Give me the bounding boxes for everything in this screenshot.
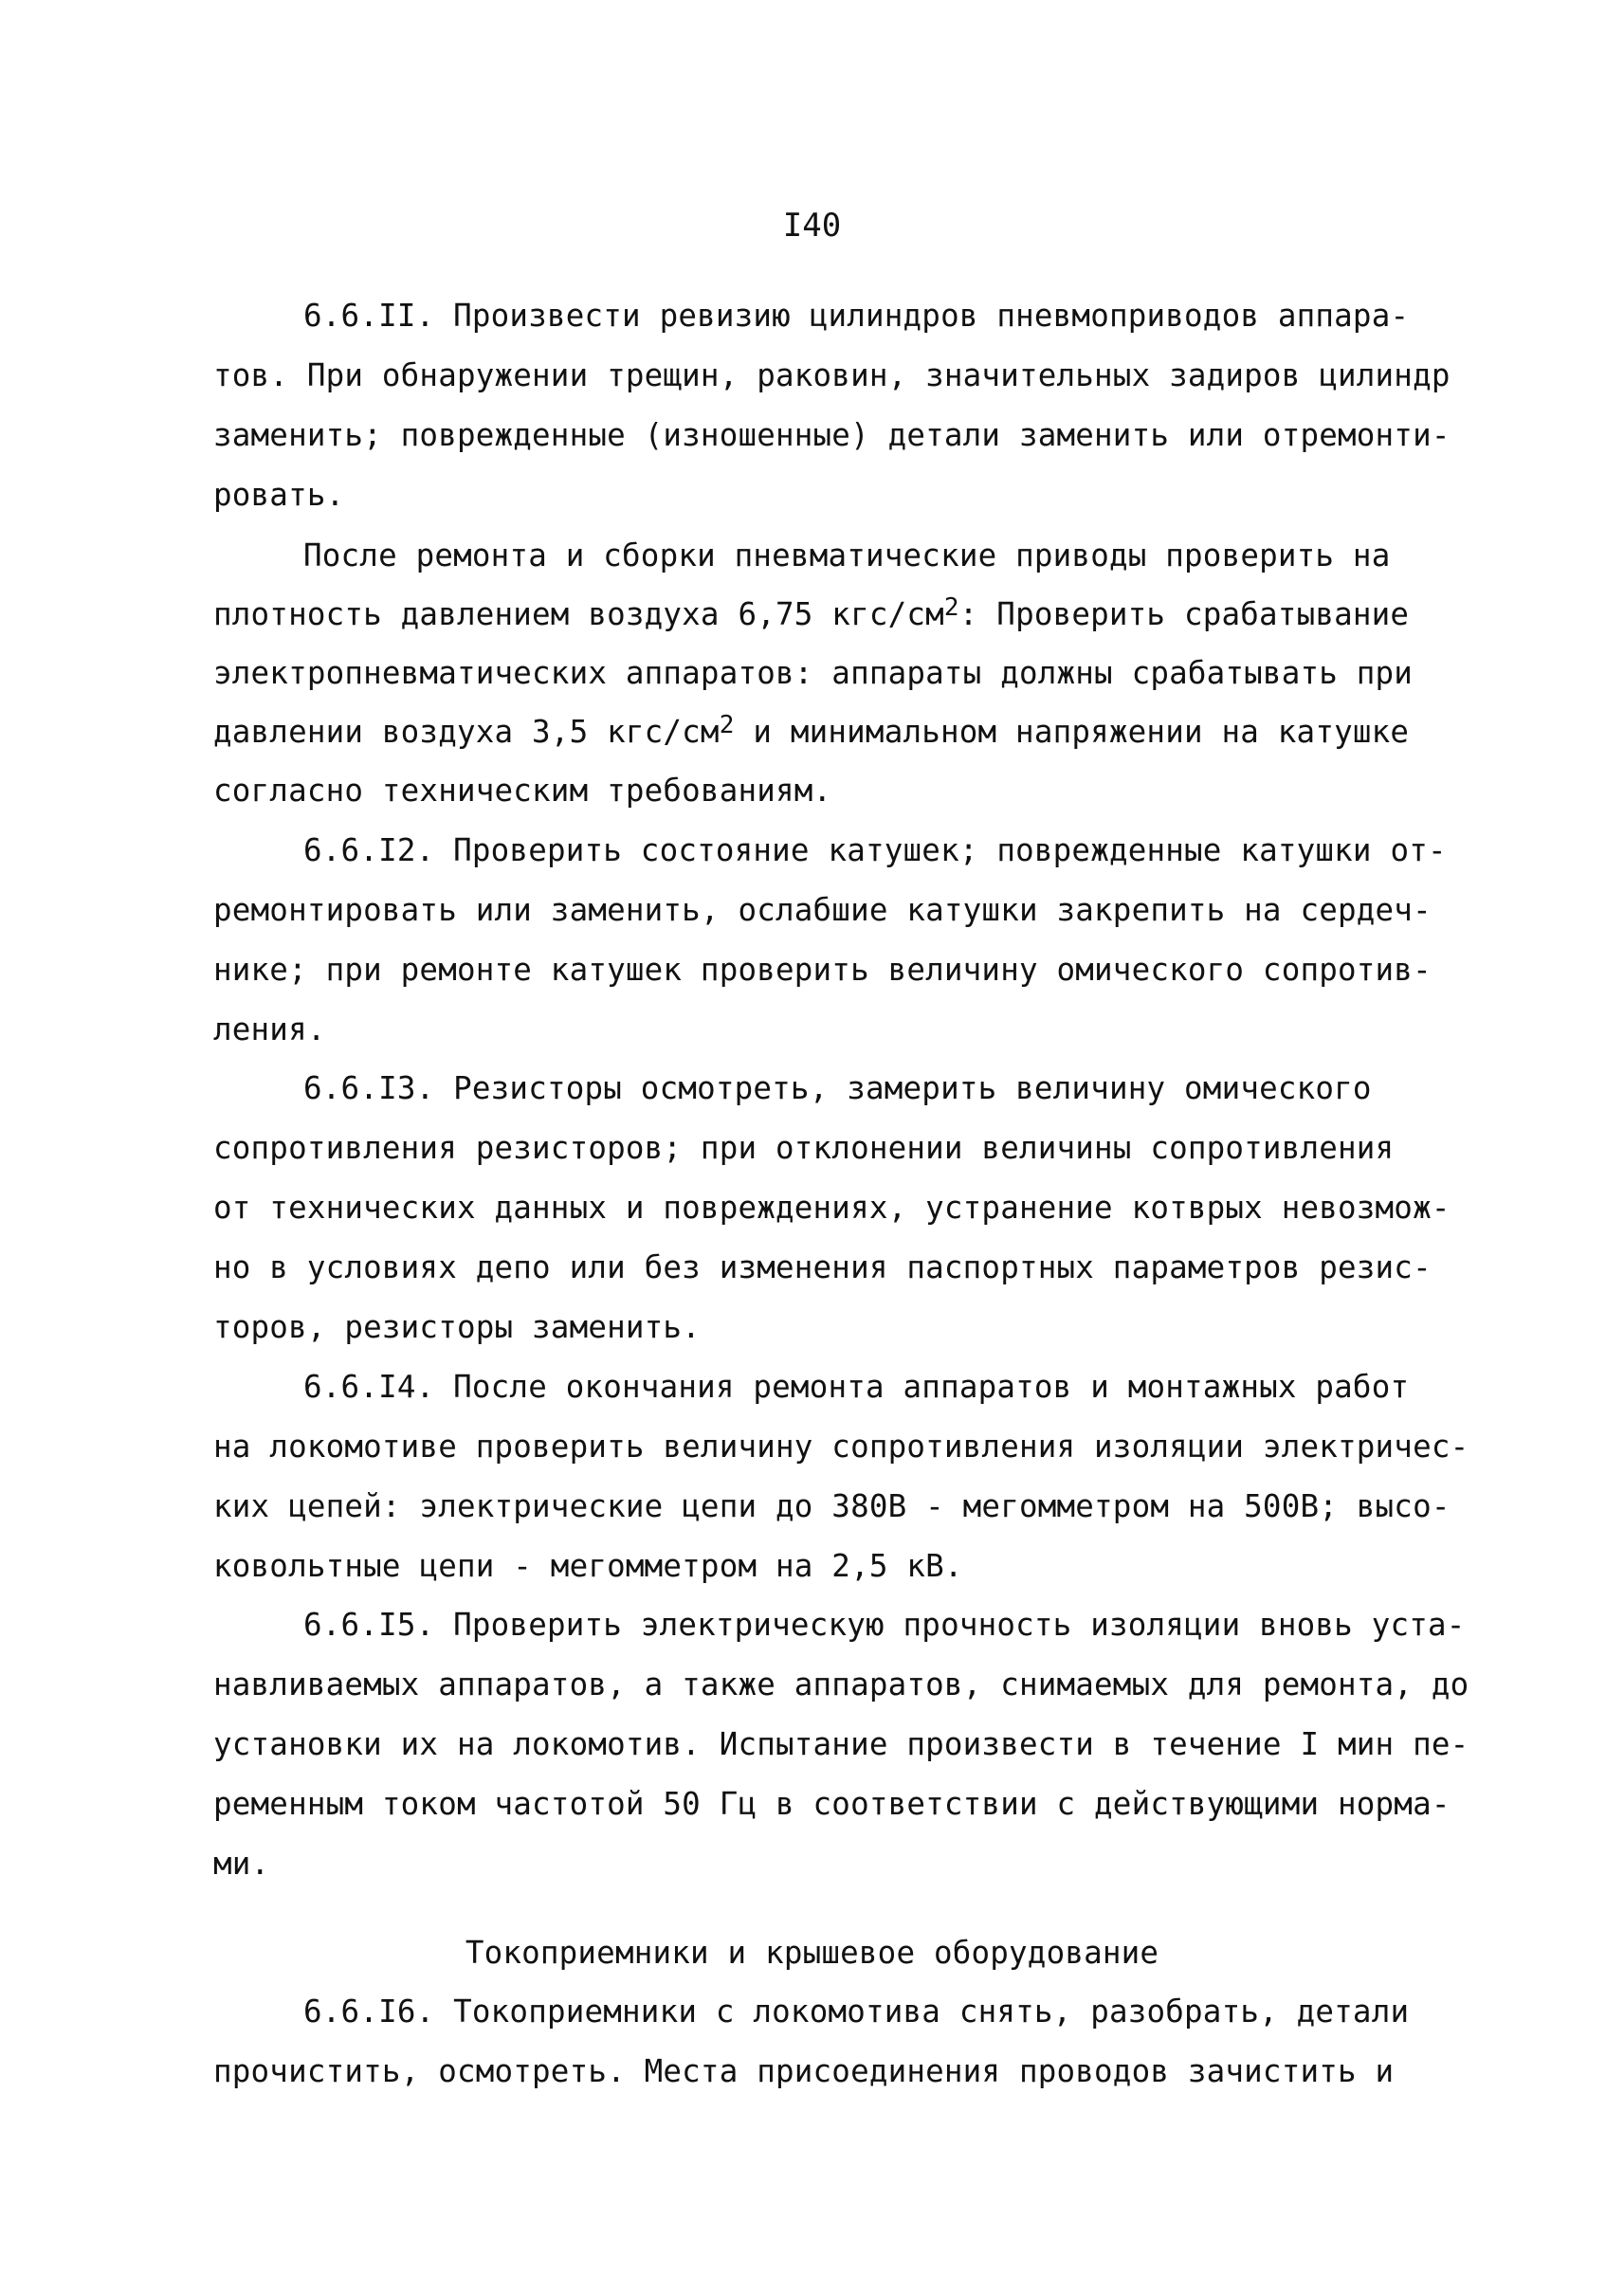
text-fragment: плотность давлением воздуха 6,75 кгс/см xyxy=(213,596,944,632)
page-number: I40 xyxy=(782,207,842,245)
text-line: установки их на локомотив. Испытание произвести в течение I мин пе- xyxy=(213,1726,1469,1762)
text-line: заменить; поврежденные (изношенные) детали заменить или отремонти- xyxy=(213,417,1451,453)
text-fragment: : Проверить срабатывание xyxy=(958,596,1410,632)
text-line: нике; при ремонте катушек проверить величину омического сопротив- xyxy=(213,952,1432,988)
text-line: навливаемых аппаратов, а также аппаратов, снимаемых для ремонта, до xyxy=(213,1666,1469,1702)
text-line: ления. xyxy=(213,1011,326,1047)
text-line: ковольтные цепи - мегомметром на 2,5 кВ. xyxy=(213,1548,963,1584)
text-line-with-superscript xyxy=(213,595,1409,633)
text-line: 6.6.I3. Резисторы осмотреть, замерить величину омического xyxy=(303,1070,1372,1106)
text-line: ременным током частотой 50 Гц в соответствии с действующими норма- xyxy=(213,1786,1451,1822)
text-line: 6.6.I5. Проверить электрическую прочность изоляции вновь уста- xyxy=(303,1607,1466,1643)
text-line: но в условиях депо или без изменения паспортных параметров резис- xyxy=(213,1249,1432,1285)
text-line: ровать. xyxy=(213,477,345,513)
text-line: 6.6.I2. Проверить состояние катушек; поврежденные катушки от- xyxy=(303,832,1447,868)
text-line: торов, резисторы заменить. xyxy=(213,1309,701,1345)
text-line: ремонтировать или заменить, ослабшие катушки закрепить на сердеч- xyxy=(213,892,1432,928)
text-line: сопротивления резисторов; при отклонении величины сопротивления xyxy=(213,1130,1395,1166)
text-line: согласно техническим требованиям. xyxy=(213,773,832,809)
text-line: на локомотиве проверить величину сопротивления изоляции электричес- xyxy=(213,1429,1469,1465)
text-line-with-superscript xyxy=(213,713,1409,751)
text-line: 6.6.I4. После окончания ремонта аппаратов и монтажных работ xyxy=(303,1369,1410,1405)
text-line: ких цепей: электрические цепи до 380В - мегомметром на 500В; высо- xyxy=(213,1488,1451,1524)
text-line: После ремонта и сборки пневматические приводы проверить на xyxy=(303,537,1391,574)
section-heading: Токоприемники и крышевое оборудование xyxy=(465,1935,1159,1971)
text-line: ми. xyxy=(213,1846,270,1882)
text-line: электропневматических аппаратов: аппараты должны срабатывать при xyxy=(213,655,1414,691)
superscript: 2 xyxy=(943,593,959,622)
text-line: прочистить, осмотреть. Места присоединения проводов зачистить и xyxy=(213,2053,1395,2089)
text-fragment: и минимальном напряжении на катушке xyxy=(734,714,1410,750)
superscript: 2 xyxy=(719,711,735,739)
text-line: 6.6.II. Произвести ревизию цилиндров пневмоприводов аппара- xyxy=(303,298,1410,334)
text-line: тов. При обнаружении трещин, раковин, значительных задиров цилиндр xyxy=(213,357,1451,393)
text-fragment: давлении воздуха 3,5 кгс/см xyxy=(213,714,720,750)
text-line: от технических данных и повреждениях, устранение котврых невозмож- xyxy=(213,1190,1451,1226)
text-line: 6.6.I6. Токоприемники с локомотива снять, разобрать, детали xyxy=(303,1994,1410,2030)
